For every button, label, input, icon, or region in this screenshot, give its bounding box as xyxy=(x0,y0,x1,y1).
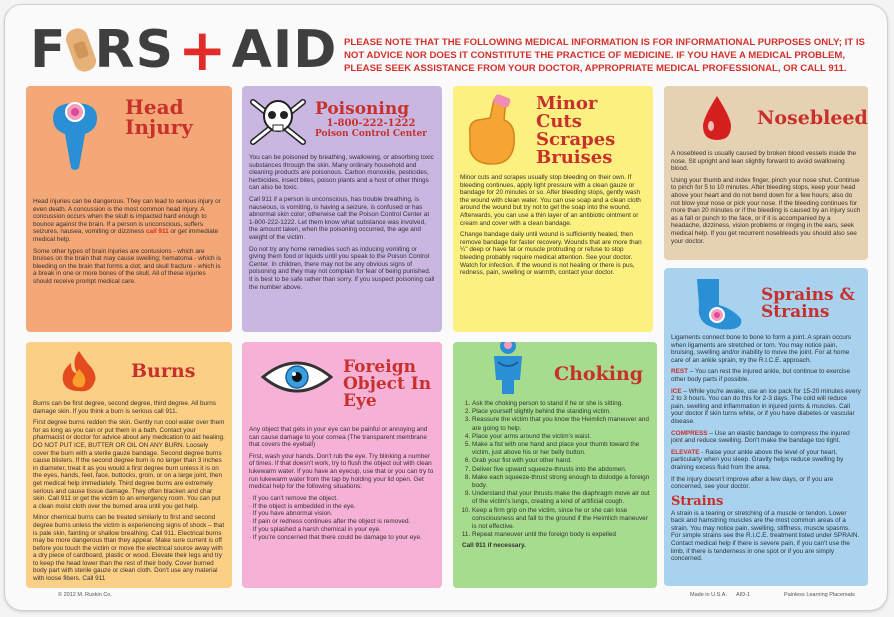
list-item: 1. Ask the choking person to stand if he or she is sitting. xyxy=(472,400,650,408)
logo-letters: RS xyxy=(94,20,175,80)
panel-text: A strain is a tearing or stretching of a muscle or tendon. Lower back and hamstring muscles are the most common areas of a strain. You may notice pain, swelling, stiffness, muscle spasms. For simple strains see the R.I.C.E. treatment listed under SPRAIN. Contact medical help if there is severe pain, if you can't use the limb, if there is tenderness in one spot or if you are simply concerned. xyxy=(671,509,860,563)
panel-text: If the injury doesn't improve after a few days, or if you are concerned, see your doctor. xyxy=(671,475,834,491)
eye-help-list xyxy=(249,495,435,542)
panel-foreign-object xyxy=(242,342,442,588)
list-item: 5. Make a fist with one hand and place your thumb toward the victim, just above his or her belly button. xyxy=(472,441,650,457)
red-cross-icon: + xyxy=(178,16,228,84)
bandaged-thumb-icon xyxy=(460,94,522,168)
brain-icon xyxy=(45,98,105,173)
panel-text: Head injuries can be dangerous. They can lead to serious injury or even death. A concussion is the most common head injury. A concussion occurs when the skull is impacted hard enough to bounce against the brain. If a person is unconscious, suffers seizures, nausea, vomiting or dizziness call 911 or get immediate medical help. xyxy=(33,198,221,243)
panel-text: Minor chemical burns can be treated similarly to first and second degree burns unless the victim is experiencing signs of shock – that is pale skin, fainting or shallow breathing. Call 911. Electrical burns may be more dangerous than they appear. Make sure current is off before you touch the victim or move the electrical source away with a dry piece of cardboard, plastic or wood. Elevate their legs and try to keep the head lower than the rest of their body. Cover burned body part with sterile gauze or clean cloth. Don't use any material with loose fibers. Call 911 xyxy=(33,514,225,583)
footer-brand: Painless Learning Placemats xyxy=(784,592,855,598)
poison-control-label: Poison Control Center xyxy=(315,129,427,139)
list-item: · If you have abnormal vision. xyxy=(249,510,333,518)
panel-poisoning xyxy=(242,86,442,332)
panel-title: Minor Cuts Scrapes Bruises xyxy=(536,93,616,168)
eye-icon xyxy=(261,357,333,397)
panel-text: Some other types of brain injuries are contusions - which are bruises on the brain that may cause swelling; hematoma - which is bleeding on the brain that forms a clot; and skull fracture - which is a break in one or more bones of the skull. All of these injuries should receive prompt medical care. xyxy=(33,247,221,285)
panel-burns xyxy=(26,342,232,588)
list-item: 7. Deliver five upward squeeze-thrusts into the abdomen. xyxy=(472,466,650,474)
strains-subtitle: Strains xyxy=(671,493,724,509)
list-item: · If you're concerned that there could be damage to your eye. xyxy=(249,533,422,541)
footer-copyright: © 2012 M. Ruskin Co. xyxy=(58,592,112,598)
panel-title: Choking xyxy=(554,362,644,385)
panel-title: Sprains & Strains xyxy=(761,285,855,322)
panel-text: Change bandage daily until wound is sufficiently healed, then remove bandage for faster recovery. Wounds that are more than ¼" deep or have fat or muscle protruding or refuse to stop bleeding probably require medical attention. See your doctor. Watch for infection. If the wound is not healing or there is pus, redness, pain, swelling or warmth, contact your doctor. xyxy=(460,231,642,277)
list-item: 4. Place your arms around the victim's waist. xyxy=(472,433,650,441)
panel-title: Head Injury xyxy=(125,95,193,139)
panel-text: REST – You can rest the injured ankle, but continue to exercise other body parts if possible. xyxy=(671,368,851,383)
blood-drop-icon xyxy=(697,94,737,142)
panel-text: ELEVATE - Raise your ankle above the level of your heart, particularly when you sleep. Gravity helps reduce swelling by draining excess fluid from the area. xyxy=(671,448,844,471)
flame-icon xyxy=(57,349,101,393)
panel-text: Do not try any home remedies such as inducing vomiting or giving them food or liquids until you speak to the Poison Control Center. In children, there may not be any obvious signs of poisoning and they may not complain for fear of being punished. It is best to be safe rather than sorry. If you suspect poisoning call the number above. xyxy=(249,245,435,291)
disclaimer: PLEASE NOTE THAT THE FOLLOWING MEDICAL INFORMATION IS FOR INFORMATIONAL PURPOSES ONLY; IT IS NOT ADVICE NOR DOES IT CONSTITUTE THE PRACTICE OF MEDICINE. IF YOU HAVE A MEDICAL PROBLEM, PLEASE SEEK ASSISTANCE FROM YOUR DOCTOR, APPROPRIATE MEDICAL PROFESSIONAL, OR CALL 911. xyxy=(344,37,865,74)
skull-crossbones-icon xyxy=(249,94,307,146)
list-item: · If you splashed a harsh chemical in your eye. xyxy=(249,525,381,533)
poison-control-phone: 1-800-222-1222 xyxy=(326,118,416,129)
panel-text: You can be poisoned by breathing, swallowing, or absorbing toxic substances through the skin. Many ordinary household and cleaning products are poisonous. Carbon monoxide, pesticides, herbicides, insect bites, poison plants and a host of other things can also be toxic. xyxy=(249,154,434,192)
panel-text: COMPRESS – Use an elastic bandage to compress the injured joint and reduce swelling. Don't make the bandage too tight. xyxy=(671,429,850,445)
panel-text: Burns can be first degree, second degree, third degree. All burns damage skin. If you think a burn is serious call 911. xyxy=(33,400,216,415)
panel-text: Ligaments connect bone to bone to form a joint. A sprain occurs when ligaments are stretched or torn. You may notice pain, bruising, swelling and/or inability to move the joint. For at home care of an ankle sprain, try the R.I.C.E. approach. xyxy=(671,334,852,364)
choking-steps xyxy=(460,400,650,539)
list-item: 9. Understand that your thrusts make the diaphragm move air out of the victim's lungs, creating a kind of artificial cough. xyxy=(472,490,650,506)
bandage-icon xyxy=(63,26,99,75)
panel-text: A nosebleed is usually caused by broken blood vessels inside the nose. Sit upright and lean slightly forward to avoid swallowing blood. xyxy=(671,150,857,173)
list-item: · If pain or redness continues after the object is removed. xyxy=(249,518,411,526)
list-item: 8. Make each squeeze-thrust strong enough to dislodge a foreign body. xyxy=(472,474,650,490)
list-item: · If you can't remove the object. xyxy=(249,494,338,502)
logo-letter: F xyxy=(30,20,67,80)
panel-text: Using your thumb and index finger, pinch your nose shut. Continue to pinch for 5 to 10 minutes. After bleeding stops, keep your head above your heart and do not bend down for a few hours; also do not blow your nose or pick your nose. If the bleeding continues for more than 20 minutes or if the bleeding is caused by an injury such as a fall or punch to the face, or if it is accompanied by a headache, dizziness, vision problems or ringing in the ears, seek medical help. If you get recurrent nosebleeds you should also see your doctor. xyxy=(671,176,861,245)
panel-sprains-strains xyxy=(664,268,868,586)
panel-nosebleed xyxy=(664,86,868,260)
choking-person-icon xyxy=(486,342,530,396)
list-item: 3. Reassure the victim that you know the Heimlich maneuver and are going to help. xyxy=(472,416,650,432)
footer-made-in: Made in U.S.A. xyxy=(690,592,727,598)
panel-choking xyxy=(453,342,657,588)
list-item: 11. Repeat maneuver until the foreign body is expelled xyxy=(472,531,650,539)
panel-title: Foreign Object In Eye xyxy=(343,356,432,411)
panel-text: Any object that gets in your eye can be painful or annoying and can cause damage to your cornea (The transparent membrane that covers the eyeball) xyxy=(249,426,428,449)
first-aid-logo xyxy=(30,16,338,84)
call-911: Call 911 if necessary. xyxy=(462,542,526,550)
logo-word: AID xyxy=(231,20,338,80)
list-item: · If the object is embedded in the eye. xyxy=(249,502,356,510)
panel-text: Call 911 if a person is unconscious, has trouble breathing, is nauseous, is vomiting, is having a seizure, is confused or has abnormal skin color; otherwise call the Poison Control Center at 1-800-222-1222. Let them know what substance was involved, the amount taken, when the poisoning occurred, the age and weight of the victim. xyxy=(249,195,430,241)
list-item: 6. Grab your fist with your other hand. xyxy=(472,457,650,465)
panel-head-injury xyxy=(26,86,232,332)
panel-title: Nosebleed xyxy=(757,106,868,129)
ankle-icon xyxy=(689,275,749,333)
panel-title: Poisoning xyxy=(315,99,410,119)
panel-text: First, wash your hands. Don't rub the eye. Try blinking a number of times. If that doesn't work, try to flush the object out with clean lukewarm water. If you have an eyecup, use that or you can try to run lukewarm water from the tap by holding your lid open. Get medical help for the following situations: xyxy=(249,452,434,491)
panel-text: Minor cuts and scrapes usually stop bleeding on their own. If bleeding continues, apply light pressure with a clean gauze or bandage for 20 minutes or so. After bleeding stops, gently wash the wound with clean water. You can use soap and a clean cloth around the wound but try not to get the soap into the wound. Afterwards, you can use a thin layer of an antibiotic ointment or cream and cover with a clean bandage. xyxy=(460,174,641,227)
list-item: 10. Keep a firm grip on the victim, since he or she can lose consciousness and fall to the ground if the Heimlich maneuver is not effective. xyxy=(472,507,650,532)
footer-code: AID-1 xyxy=(736,592,751,598)
panel-minor-cuts xyxy=(453,86,653,332)
panel-text: ICE – While you're awake, use an ice pack for 15-20 minutes every 2 to 3 hours. You can do this for 2-3 days. The cold will reduce pain, swelling and inflammation in injured joints & muscles. Call your doctor if skin turns white, or if you have diabetes or vascular disease. xyxy=(671,387,861,425)
list-item: 2. Place yourself slightly behind the standing victim. xyxy=(472,408,650,416)
panel-text: First degree burns redden the skin. Gently run cool water over them for as long as you can or put them in a bath. Contact your pharmacist or doctor for advice about any medication to aid healing. DO NOT PUT ICE, BUTTER OR OIL ON ANY BURN. Loosely cover the burn with a sterile gauze bandage. Second degree burns cause blisters. If the second degree burn is no larger than 3 inches in diameter, treat it as you would a first degree burn unless it is on the eyes, hands, feet, face, buttocks, groin, or on a large joint, then get medical help immediately. Third degree burns are extremely serious and cause tissue damage. They often blacken and char skin. Call 911 or get the victim to an emergency room. You can put a clean moist cloth over the burned area until you get help. xyxy=(33,419,225,510)
panel-title: Burns xyxy=(131,359,196,382)
